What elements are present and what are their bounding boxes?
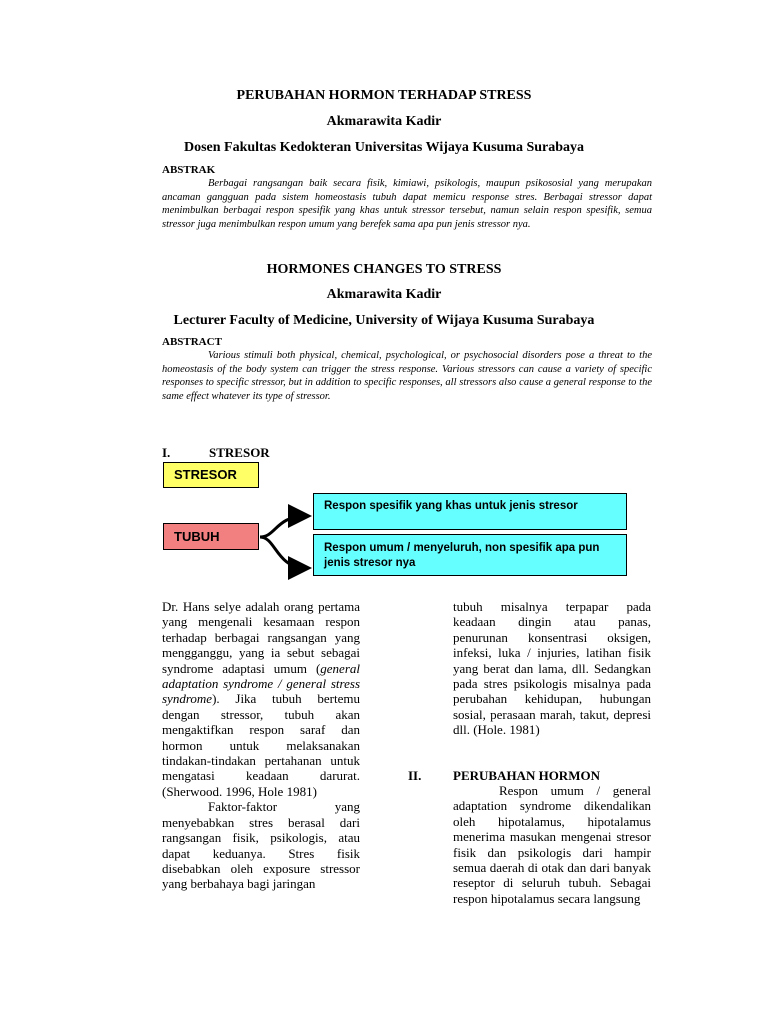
right-column xyxy=(453,599,651,738)
left-paragraph-1: Dr. Hans selye adalah orang pertama yang mengenali kesamaan respon terhadap berbagai rangsangan yang mengganggu, yang ia sebut sebagai syndrome adaptasi umum (general adaptation syndrome / general stress syndrome). Jika tubuh bertemu dengan stressor, tubuh akan mengaktifkan respon saraf dan hormon untuk melaksanakan tindakan-tindakan pertahanan untuk mengatasi keadaan darurat. (Sherwood. 1996, Hole 1981) xyxy=(162,599,360,799)
right-column-continued xyxy=(453,783,651,906)
english-affiliation: Lecturer Faculty of Medicine, University of Wijaya Kusuma Surabaya xyxy=(173,313,595,328)
english-abstract-text: Various stimuli both physical, chemical, psychological, or psychosocial disorders pose a threat to the homeostasis of the body system can trigger the stress response. Various stressors can cause a variety of specific responses to specific stressor, but in addition to specific responses, all stressors also cause a general response to the same effect whatever its type of stressor. xyxy=(162,350,652,402)
author-affiliation: Dosen Fakultas Kedokteran Universitas Wijaya Kusuma Surabaya xyxy=(183,140,585,155)
right-paragraph-1: tubuh misalnya terpapar pada keadaan dingin atau panas, penurunan konsentrasi oksigen, infeksi, luka / injuries, latihan fisik yang berat dan lama, dll. Sedangkan pada stres psikologis misalnya pada perubahan kehidupan, hubungan sosial, perasaan marah, takut, depresi dll. (Hole. 1981) xyxy=(453,599,651,738)
section-1-title: STRESOR xyxy=(209,445,270,460)
arrow-to-general xyxy=(260,537,306,568)
section-1-number: I. xyxy=(162,445,171,460)
left-column xyxy=(162,599,360,892)
general-response-label: Respon umum / menyeluruh, non spesifik apa pun jenis stresor nya xyxy=(324,542,600,569)
stresor-box-label: STRESOR xyxy=(174,467,237,482)
english-abstract-heading: ABSTRACT xyxy=(162,336,222,348)
english-author-name: Akmarawita Kadir xyxy=(326,287,442,302)
author-name: Akmarawita Kadir xyxy=(326,114,442,129)
abstract-heading: ABSTRAK xyxy=(162,164,216,176)
left-paragraph-2: Faktor-faktor yang menyebabkan stres berasal dari rangsangan fisik, psikologis, atau dapat keduanya. Stres fisik disebabkan oleh exposure stressor yang berbahaya bagi jaringan xyxy=(162,799,360,892)
section-2-number: II. xyxy=(408,768,422,783)
arrow-to-specific xyxy=(260,516,306,537)
paper-title: PERUBAHAN HORMON TERHADAP STRESS xyxy=(236,88,532,103)
abstract-text: Berbagai rangsangan baik secara fisik, kimiawi, psikologis, maupun psikososial yang merupakan ancaman gangguan pada sistem homeostasis tubuh dapat memicu response stres. Berbagai stressor dapat menimbulkan berbagai respon spesifik yang khas untuk stressor tersebut, namun selain respon spesifik, semua stressor juga menimbulkan respon umum yang berefek sama apa pun jenis stressor nya. xyxy=(162,178,652,230)
section-2-title: PERUBAHAN HORMON xyxy=(453,768,600,783)
specific-response-label: Respon spesifik yang khas untuk jenis stresor xyxy=(324,500,578,512)
tubuh-box-label: TUBUH xyxy=(174,529,220,544)
english-title: HORMONES CHANGES TO STRESS xyxy=(266,262,502,277)
right-paragraph-2: Respon umum / general adaptation syndrome dikendalikan oleh hipotalamus, hipotalamus menerima masukan mengenai stresor fisik dan psikologis dari hampir semua daerah di otak dan dari banyak reseptor di seluruh tubuh. Sebagai respon hipotalamus secara langsung xyxy=(453,783,651,906)
